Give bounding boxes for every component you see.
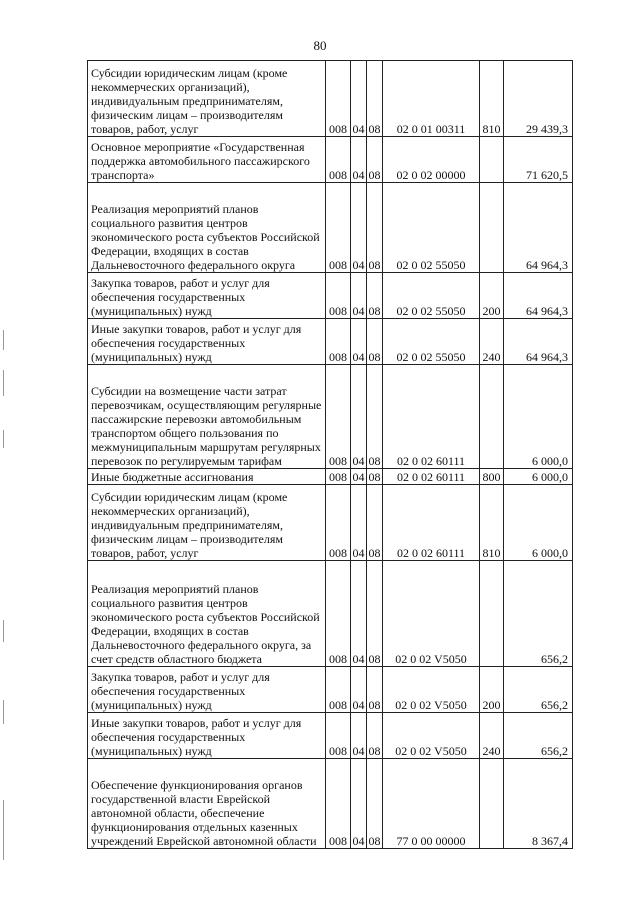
- subsection-code: 08: [367, 137, 383, 183]
- table-row: [88, 365, 573, 469]
- target-article-code: 02 0 02 V5050: [383, 713, 480, 759]
- admin-code: 008: [326, 485, 351, 561]
- section-code: 04: [351, 713, 367, 759]
- admin-code: 008: [326, 61, 351, 137]
- admin-code: 008: [326, 137, 351, 183]
- row-name: Закупка товаров, работ и услуг для обеспечения государственных (муниципальных) нужд: [88, 273, 326, 319]
- row-name: Субсидии юридическим лицам (кроме некоммерческих организаций), индивидуальным предпринимателям, физическим лицам – производителям товаров, работ, услуг: [88, 61, 326, 137]
- target-article-code: 02 0 02 55050: [383, 183, 480, 273]
- target-article-code: 77 0 00 00000: [383, 759, 480, 849]
- scan-edge-mark: [3, 370, 4, 396]
- target-article-code: 02 0 02 00000: [383, 137, 480, 183]
- amount: 656,2: [504, 667, 573, 713]
- row-name: Реализация мероприятий планов социального развития центров экономического роста субъектов Российской Федерации, входящих в состав Дальневосточного федерального округа, за счет средств областного бюджета: [88, 561, 326, 667]
- section-code: 04: [351, 365, 367, 469]
- section-code: 04: [351, 485, 367, 561]
- row-name: Закупка товаров, работ и услуг для обеспечения государственных (муниципальных) нужд: [88, 667, 326, 713]
- page-number: 80: [313, 38, 327, 53]
- amount: 6 000,0: [504, 365, 573, 469]
- admin-code: 008: [326, 183, 351, 273]
- expense-type-code: [480, 561, 504, 667]
- expense-type-code: 240: [480, 713, 504, 759]
- row-name: Иные бюджетные ассигнования: [88, 469, 326, 485]
- subsection-code: 08: [368, 470, 381, 484]
- row-name: Субсидии юридическим лицам (кроме некоммерческих организаций), индивидуальным предпринимателям, физическим лицам – производителям товаров, работ, услуг: [88, 485, 326, 561]
- table-row: [88, 319, 573, 365]
- subsection-code: 08: [367, 365, 383, 469]
- amount: 64 964,3: [504, 273, 573, 319]
- target-article-code: 02 0 02 60111: [383, 365, 480, 469]
- amount: 8 367,4: [504, 759, 573, 849]
- amount: 656,2: [504, 713, 573, 759]
- expense-type-code: [480, 365, 504, 469]
- scan-edge-mark: [3, 430, 4, 448]
- row-name: Основное мероприятие «Государственная поддержка автомобильного пассажирского транспорта»: [88, 137, 326, 183]
- target-article-code: 02 0 02 V5050: [383, 667, 480, 713]
- row-name: Иные закупки товаров, работ и услуг для обеспечения государственных (муниципальных) нужд: [88, 319, 326, 365]
- table-row: [88, 485, 573, 561]
- row-name: Иные закупки товаров, работ и услуг для обеспечения государственных (муниципальных) нужд: [88, 713, 326, 759]
- expense-type-code: 200: [480, 273, 504, 319]
- amount: 6 000,0: [504, 469, 573, 485]
- section-code: 04: [351, 561, 367, 667]
- amount: 64 964,3: [504, 319, 573, 365]
- section-code: 04: [351, 319, 367, 365]
- section-code: 04: [351, 667, 367, 713]
- section-code: 04: [351, 137, 367, 183]
- target-article-code: 02 0 01 00311: [383, 61, 480, 137]
- budget-table: [87, 60, 573, 849]
- target-article-code: 02 0 02 60111: [383, 485, 480, 561]
- amount: 6 000,0: [504, 485, 573, 561]
- amount: 656,2: [504, 561, 573, 667]
- row-name: Обеспечение функционирования органов государственной власти Еврейской автономной области, обеспечение функционирования отдельных казенных учреждений Еврейской автономной области: [88, 759, 326, 849]
- subsection-code: 08: [367, 667, 383, 713]
- subsection-code: 08: [367, 319, 383, 365]
- table-row: [88, 667, 573, 713]
- table-row: [88, 183, 573, 273]
- expense-type-code: 810: [480, 61, 504, 137]
- amount: 64 964,3: [504, 183, 573, 273]
- admin-code: 008: [326, 365, 351, 469]
- amount: 71 620,5: [504, 137, 573, 183]
- admin-code: 008: [326, 469, 351, 485]
- admin-code: 008: [326, 667, 351, 713]
- admin-code: 008: [326, 759, 351, 849]
- admin-code: 008: [326, 273, 351, 319]
- table-row: [88, 61, 573, 137]
- subsection-code: 08: [367, 485, 383, 561]
- expense-type-code: 810: [480, 485, 504, 561]
- target-article-code: 02 0 02 V5050: [383, 561, 480, 667]
- admin-code: 008: [326, 713, 351, 759]
- expense-type-code: [480, 183, 504, 273]
- subsection-code: 08: [367, 183, 383, 273]
- row-name: Реализация мероприятий планов социального развития центров экономического роста субъектов Российской Федерации, входящих в состав Дальневосточного федерального округа: [88, 183, 326, 273]
- section-code: 04: [351, 61, 367, 137]
- scan-edge-mark: [3, 800, 4, 860]
- expense-type-code: 200: [480, 667, 504, 713]
- section-code: 04: [352, 470, 365, 484]
- section-code: 04: [351, 759, 367, 849]
- section-code: 04: [351, 183, 367, 273]
- subsection-code: 08: [367, 273, 383, 319]
- expense-type-code: 240: [480, 319, 504, 365]
- table-row: [88, 469, 573, 485]
- target-article-code: 02 0 02 55050: [383, 319, 480, 365]
- subsection-code: 08: [367, 561, 383, 667]
- row-name: Субсидии на возмещение части затрат перевозчикам, осуществляющим регулярные пассажирские перевозки автомобильным транспортом общего пользования по межмуниципальным маршрутам регулярных перевозок по регулируемым тарифам: [88, 365, 326, 469]
- section-code: 04: [351, 273, 367, 319]
- target-article-code: 02 0 02 55050: [383, 273, 480, 319]
- subsection-code: 08: [367, 61, 383, 137]
- admin-code: 008: [326, 561, 351, 667]
- table-row: [88, 713, 573, 759]
- table-row: [88, 759, 573, 849]
- table-row: [88, 561, 573, 667]
- amount: 29 439,3: [504, 61, 573, 137]
- expense-type-code: [480, 137, 504, 183]
- admin-code: 008: [326, 319, 351, 365]
- subsection-code: 08: [367, 713, 383, 759]
- table-row: [88, 273, 573, 319]
- subsection-code: 08: [367, 759, 383, 849]
- scan-edge-mark: [3, 620, 4, 642]
- target-article-code: 02 0 02 60111: [383, 469, 480, 485]
- scan-edge-mark: [3, 700, 4, 724]
- expense-type-code: [480, 759, 504, 849]
- table-row: [88, 137, 573, 183]
- expense-type-code: 800: [480, 469, 504, 485]
- scan-edge-mark: [3, 330, 4, 350]
